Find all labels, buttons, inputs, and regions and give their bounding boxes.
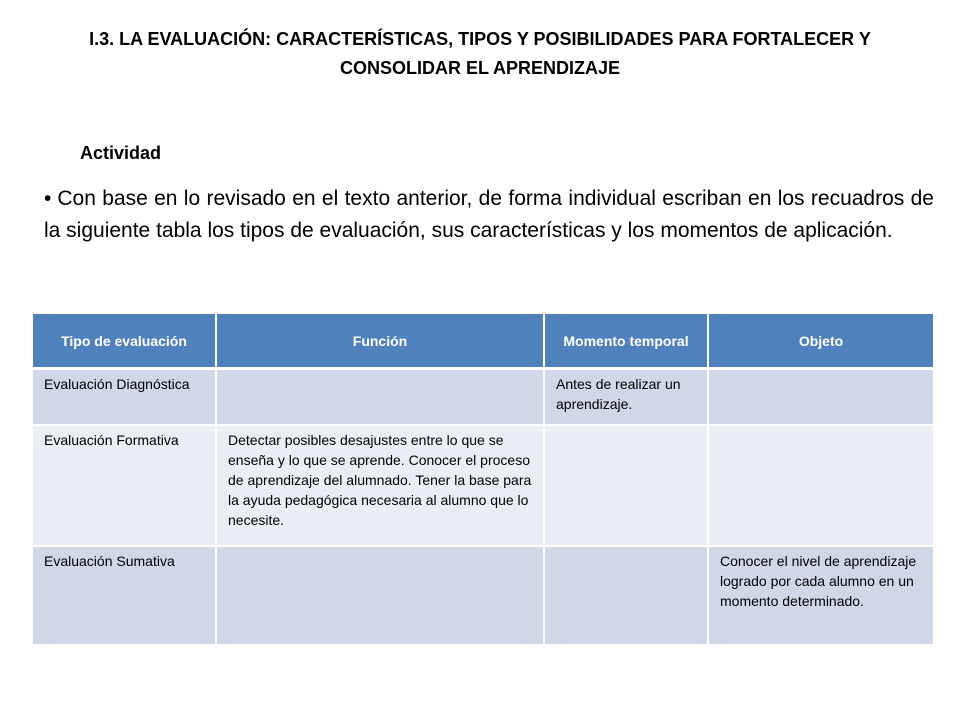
cell-tipo: Evaluación Diagnóstica — [33, 369, 216, 426]
cell-tipo: Evaluación Formativa — [33, 425, 216, 546]
header-momento: Momento temporal — [544, 314, 708, 369]
activity-subtitle: Actividad — [80, 143, 162, 163]
cell-momento[interactable] — [544, 425, 708, 546]
table-row — [33, 425, 933, 546]
header-tipo: Tipo de evaluación — [33, 314, 216, 369]
cell-funcion[interactable] — [216, 369, 544, 426]
cell-funcion: Detectar posibles desajustes entre lo que se enseña y lo que se aprende. Conocer el proceso de aprendizaje del alumnado. Tener la base para la ayuda pedagógica necesaria al alumno que lo necesite. — [216, 425, 544, 546]
header-funcion: Función — [216, 314, 544, 369]
table-header-row — [33, 314, 933, 369]
header-objeto: Objeto — [708, 314, 933, 369]
cell-momento[interactable] — [544, 546, 708, 645]
cell-objeto: Conocer el nivel de aprendizaje logrado por cada alumno en un momento determinado. — [708, 546, 933, 645]
cell-momento: Antes de realizar un aprendizaje. — [544, 369, 708, 426]
evaluation-table-container — [33, 314, 933, 646]
cell-objeto[interactable] — [708, 369, 933, 426]
table-row — [33, 369, 933, 426]
evaluation-table — [33, 314, 933, 646]
instruction-paragraph — [44, 183, 934, 247]
cell-objeto[interactable] — [708, 425, 933, 546]
table-row — [33, 546, 933, 645]
cell-funcion[interactable] — [216, 546, 544, 645]
instruction-text: Con base en lo revisado en el texto anterior, de forma individual escriban en los recuadros de la siguiente tabla los tipos de evaluación, sus características y los momentos de aplicación. — [44, 187, 934, 242]
bullet-icon: • — [44, 187, 52, 210]
slide-title: I.3. LA EVALUACIÓN: CARACTERÍSTICAS, TIPOS Y POSIBILIDADES PARA FORTALECER Y CONSOLIDAR EL APRENDIZAJE — [89, 29, 871, 78]
cell-tipo: Evaluación Sumativa — [33, 546, 216, 645]
